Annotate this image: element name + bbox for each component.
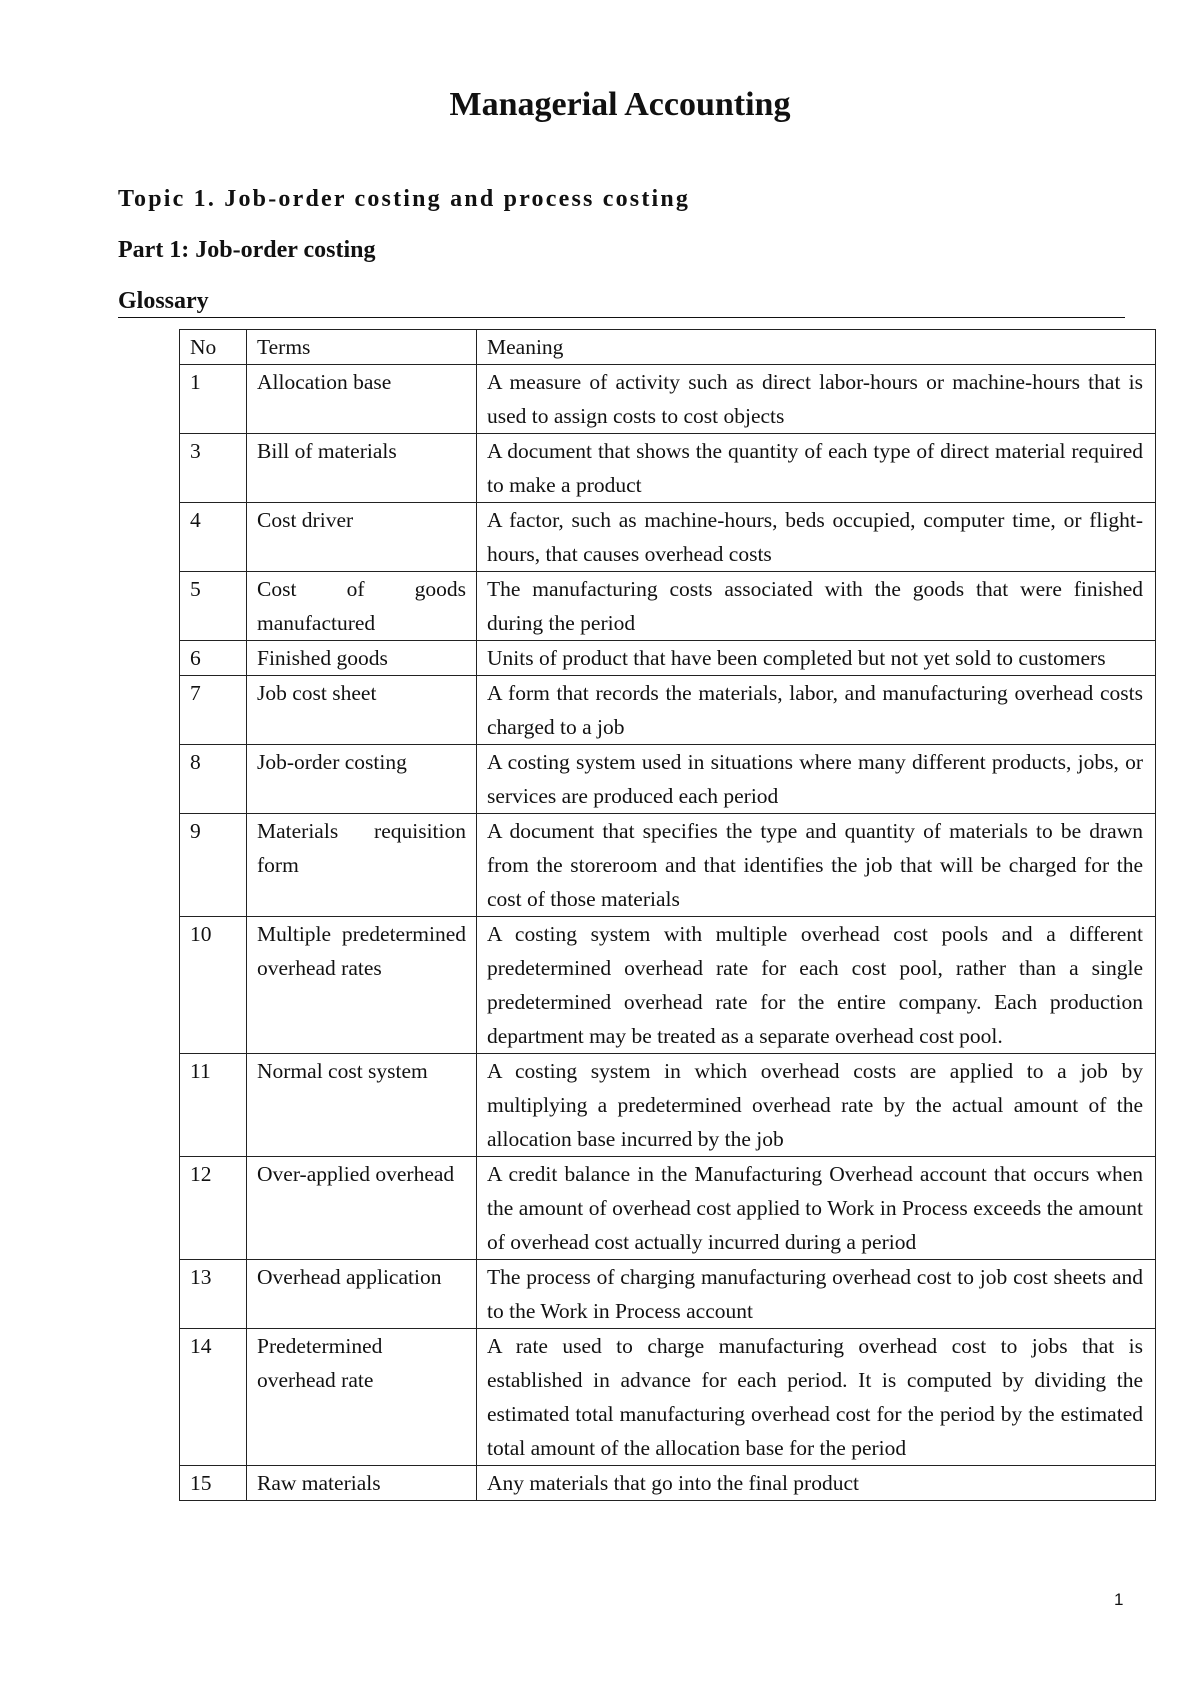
row-meaning: A measure of activity such as direct labor-hours or machine-hours that is used to assign costs to cost objects xyxy=(477,365,1156,434)
table-header-row xyxy=(180,330,1156,365)
row-term: Cost driver xyxy=(247,503,477,572)
table-row xyxy=(180,641,1156,676)
row-no: 5 xyxy=(180,572,247,641)
table-row xyxy=(180,1329,1156,1466)
header-term: Terms xyxy=(247,330,477,365)
row-term: Raw materials xyxy=(247,1466,477,1501)
table-row xyxy=(180,1260,1156,1329)
table-row xyxy=(180,503,1156,572)
row-no: 15 xyxy=(180,1466,247,1501)
row-term: Over-applied overhead xyxy=(247,1157,477,1260)
table-row xyxy=(180,917,1156,1054)
row-term: Job cost sheet xyxy=(247,676,477,745)
row-no: 4 xyxy=(180,503,247,572)
row-meaning: A document that specifies the type and quantity of materials to be drawn from the storeroom and that identifies the job that will be charged for the cost of those materials xyxy=(477,814,1156,917)
row-term: Multiple predetermined overhead rates xyxy=(247,917,477,1054)
row-meaning: A credit balance in the Manufacturing Overhead account that occurs when the amount of overhead cost applied to Work in Process exceeds the amount of overhead cost actually incurred during a period xyxy=(477,1157,1156,1260)
table-row xyxy=(180,572,1156,641)
row-meaning: A costing system in which overhead costs are applied to a job by multiplying a predetermined overhead rate by the actual amount of the allocation base incurred by the job xyxy=(477,1054,1156,1157)
row-no: 14 xyxy=(180,1329,247,1466)
table-row xyxy=(180,676,1156,745)
row-no: 11 xyxy=(180,1054,247,1157)
row-term: Normal cost system xyxy=(247,1054,477,1157)
row-meaning: Any materials that go into the final product xyxy=(477,1466,1156,1501)
table-row xyxy=(180,365,1156,434)
row-no: 13 xyxy=(180,1260,247,1329)
part-heading: Part 1: Job-order costing xyxy=(118,237,376,263)
row-term: Bill of materials xyxy=(247,434,477,503)
header-meaning: Meaning xyxy=(477,330,1156,365)
row-term: Cost of goods manufactured xyxy=(247,572,477,641)
page-number: 1 xyxy=(1114,1590,1124,1609)
glossary-body xyxy=(180,365,1156,1501)
row-no: 1 xyxy=(180,365,247,434)
row-term: Predetermined overhead rate xyxy=(247,1329,477,1466)
table-row xyxy=(180,745,1156,814)
row-meaning: A costing system with multiple overhead cost pools and a different predetermined overhead rate for each cost pool, rather than a single predetermined overhead rate for the entire company. Each production department may be treated as a separate overhead cost pool. xyxy=(477,917,1156,1054)
row-term: Overhead application xyxy=(247,1260,477,1329)
row-term: Job-order costing xyxy=(247,745,477,814)
row-no: 9 xyxy=(180,814,247,917)
header-no: No xyxy=(180,330,247,365)
row-term: Allocation base xyxy=(247,365,477,434)
table-row xyxy=(180,434,1156,503)
row-meaning: A factor, such as machine-hours, beds occupied, computer time, or flight-hours, that causes overhead costs xyxy=(477,503,1156,572)
row-no: 3 xyxy=(180,434,247,503)
page-title: Managerial Accounting xyxy=(449,86,791,123)
row-no: 10 xyxy=(180,917,247,1054)
row-meaning: A document that shows the quantity of each type of direct material required to make a product xyxy=(477,434,1156,503)
row-no: 6 xyxy=(180,641,247,676)
row-term: Finished goods xyxy=(247,641,477,676)
row-meaning: Units of product that have been completed but not yet sold to customers xyxy=(477,641,1156,676)
row-meaning: A form that records the materials, labor, and manufacturing overhead costs charged to a job xyxy=(477,676,1156,745)
row-meaning: A costing system used in situations where many different products, jobs, or services are produced each period xyxy=(477,745,1156,814)
row-term: Materials requisition form xyxy=(247,814,477,917)
glossary-heading: Glossary xyxy=(118,288,1125,318)
row-no: 8 xyxy=(180,745,247,814)
topic-heading: Topic 1. Job-order costing and process costing xyxy=(118,186,691,212)
table-row xyxy=(180,1157,1156,1260)
glossary-table xyxy=(179,329,1156,1501)
row-no: 7 xyxy=(180,676,247,745)
table-row xyxy=(180,814,1156,917)
row-meaning: The process of charging manufacturing overhead cost to job cost sheets and to the Work in Process account xyxy=(477,1260,1156,1329)
row-meaning: A rate used to charge manufacturing overhead cost to jobs that is established in advance for each period. It is computed by dividing the estimated total manufacturing overhead cost for the period by the estimated total amount of the allocation base for the period xyxy=(477,1329,1156,1466)
table-row xyxy=(180,1466,1156,1501)
table-row xyxy=(180,1054,1156,1157)
row-meaning: The manufacturing costs associated with the goods that were finished during the period xyxy=(477,572,1156,641)
row-no: 12 xyxy=(180,1157,247,1260)
